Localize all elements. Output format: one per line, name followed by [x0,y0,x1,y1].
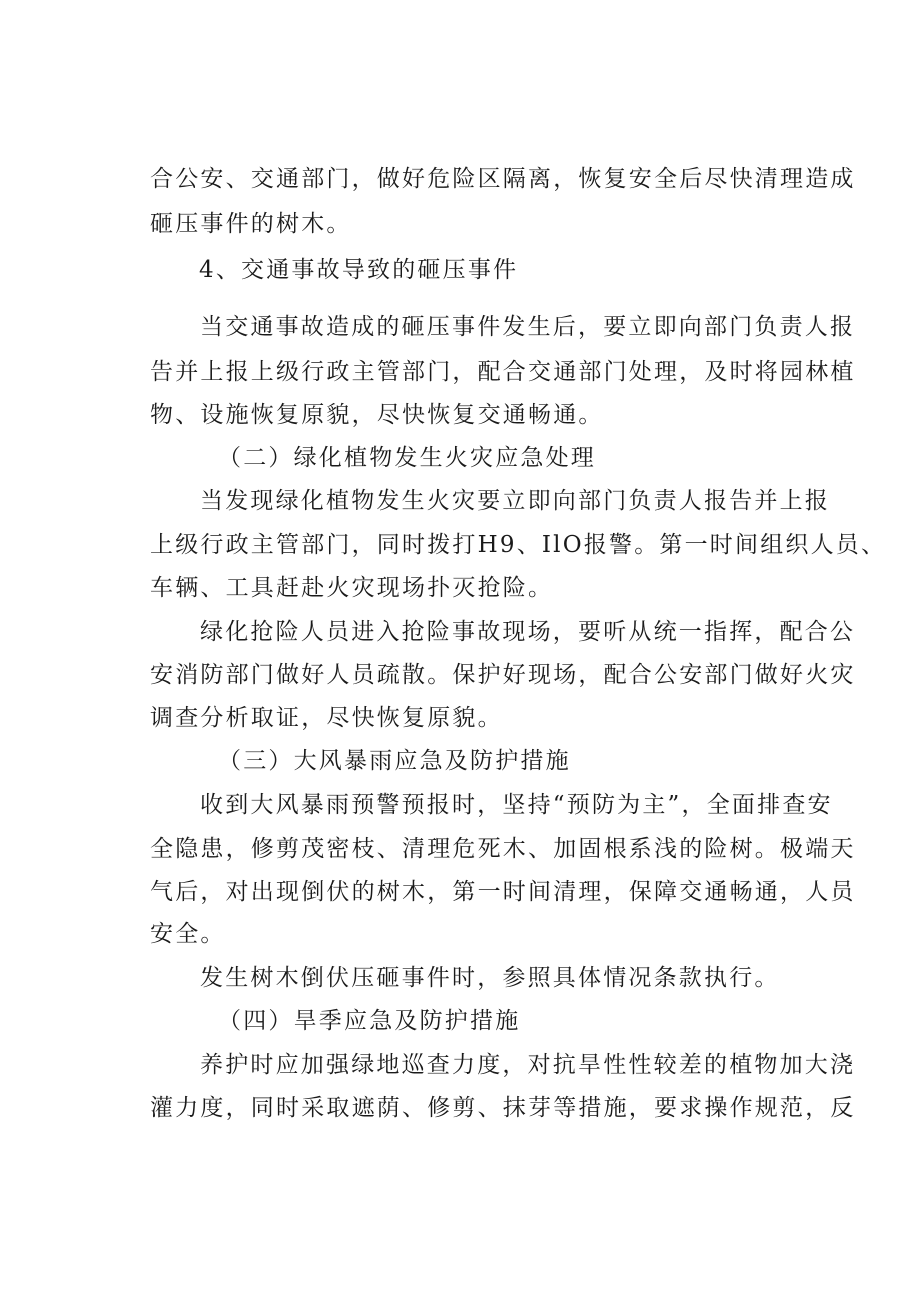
body-text-line: 养护时应加强绿地巡查力度，对抗旱性性较差的植物加大浇 [200,1052,856,1078]
body-text-line: 车辆、工具赶赴火灾现场扑灭抢险。 [150,575,554,601]
body-text-line: 发生树木倒伏压砸事件时，参照具体情况条款执行。 [200,965,780,991]
section-heading: （二）绿化植物发生火灾应急处理 [218,445,596,471]
body-text-line: 告并上报上级行政主管部门，配合交通部门处理，及时将园林植 [150,359,856,385]
body-text-line: 当交通事故造成的砸压事件发生后，要立即向部门负责人报 [200,314,856,340]
body-text-line: 全隐患，修剪茂密枝、清理危死木、加固根系浅的险树。极端天 [150,836,856,862]
body-text-line: 砸压事件的树木。 [150,211,352,237]
body-text-line: 当发现绿化植物发生火灾要立即向部门负责人报告并上报 [200,488,830,514]
body-text-line: 气后，对出现倒伏的树木，第一时间清理，保障交通畅通，人员 [150,879,856,905]
body-text-line: 安消防部门做好人员疏散。保护好现场，配合公安部门做好火灾 [150,662,856,688]
body-text-line: 收到大风暴雨预警预报时，坚持“预防为主”，全面排查安 [200,792,833,818]
body-text-line: 绿化抢险人员进入抢险事故现场，要听从统一指挥，配合公 [200,619,856,645]
body-text-line: 上级行政主管部门，同时拨打H9、IlO报警。第一时间组织人员、 [150,532,887,558]
body-text-line: 灌力度，同时采取遮荫、修剪、抹芽等措施，要求操作规范，反 [150,1095,856,1121]
body-text-line: 安全。 [150,921,226,947]
body-text-line: 合公安、交通部门，做好危险区隔离，恢复安全后尽快清理造成 [150,166,856,192]
section-heading: （三）大风暴雨应急及防护措施 [218,748,571,774]
body-text-line: 调查分析取证，尽快恢复原貌。 [150,705,503,731]
body-text-line: 物、设施恢复原貌，尽快恢复交通畅通。 [150,402,604,428]
subsection-heading: 4、交通事故导致的砸压事件 [199,257,519,283]
section-heading: （四）旱季应急及防护措施 [218,1008,521,1034]
